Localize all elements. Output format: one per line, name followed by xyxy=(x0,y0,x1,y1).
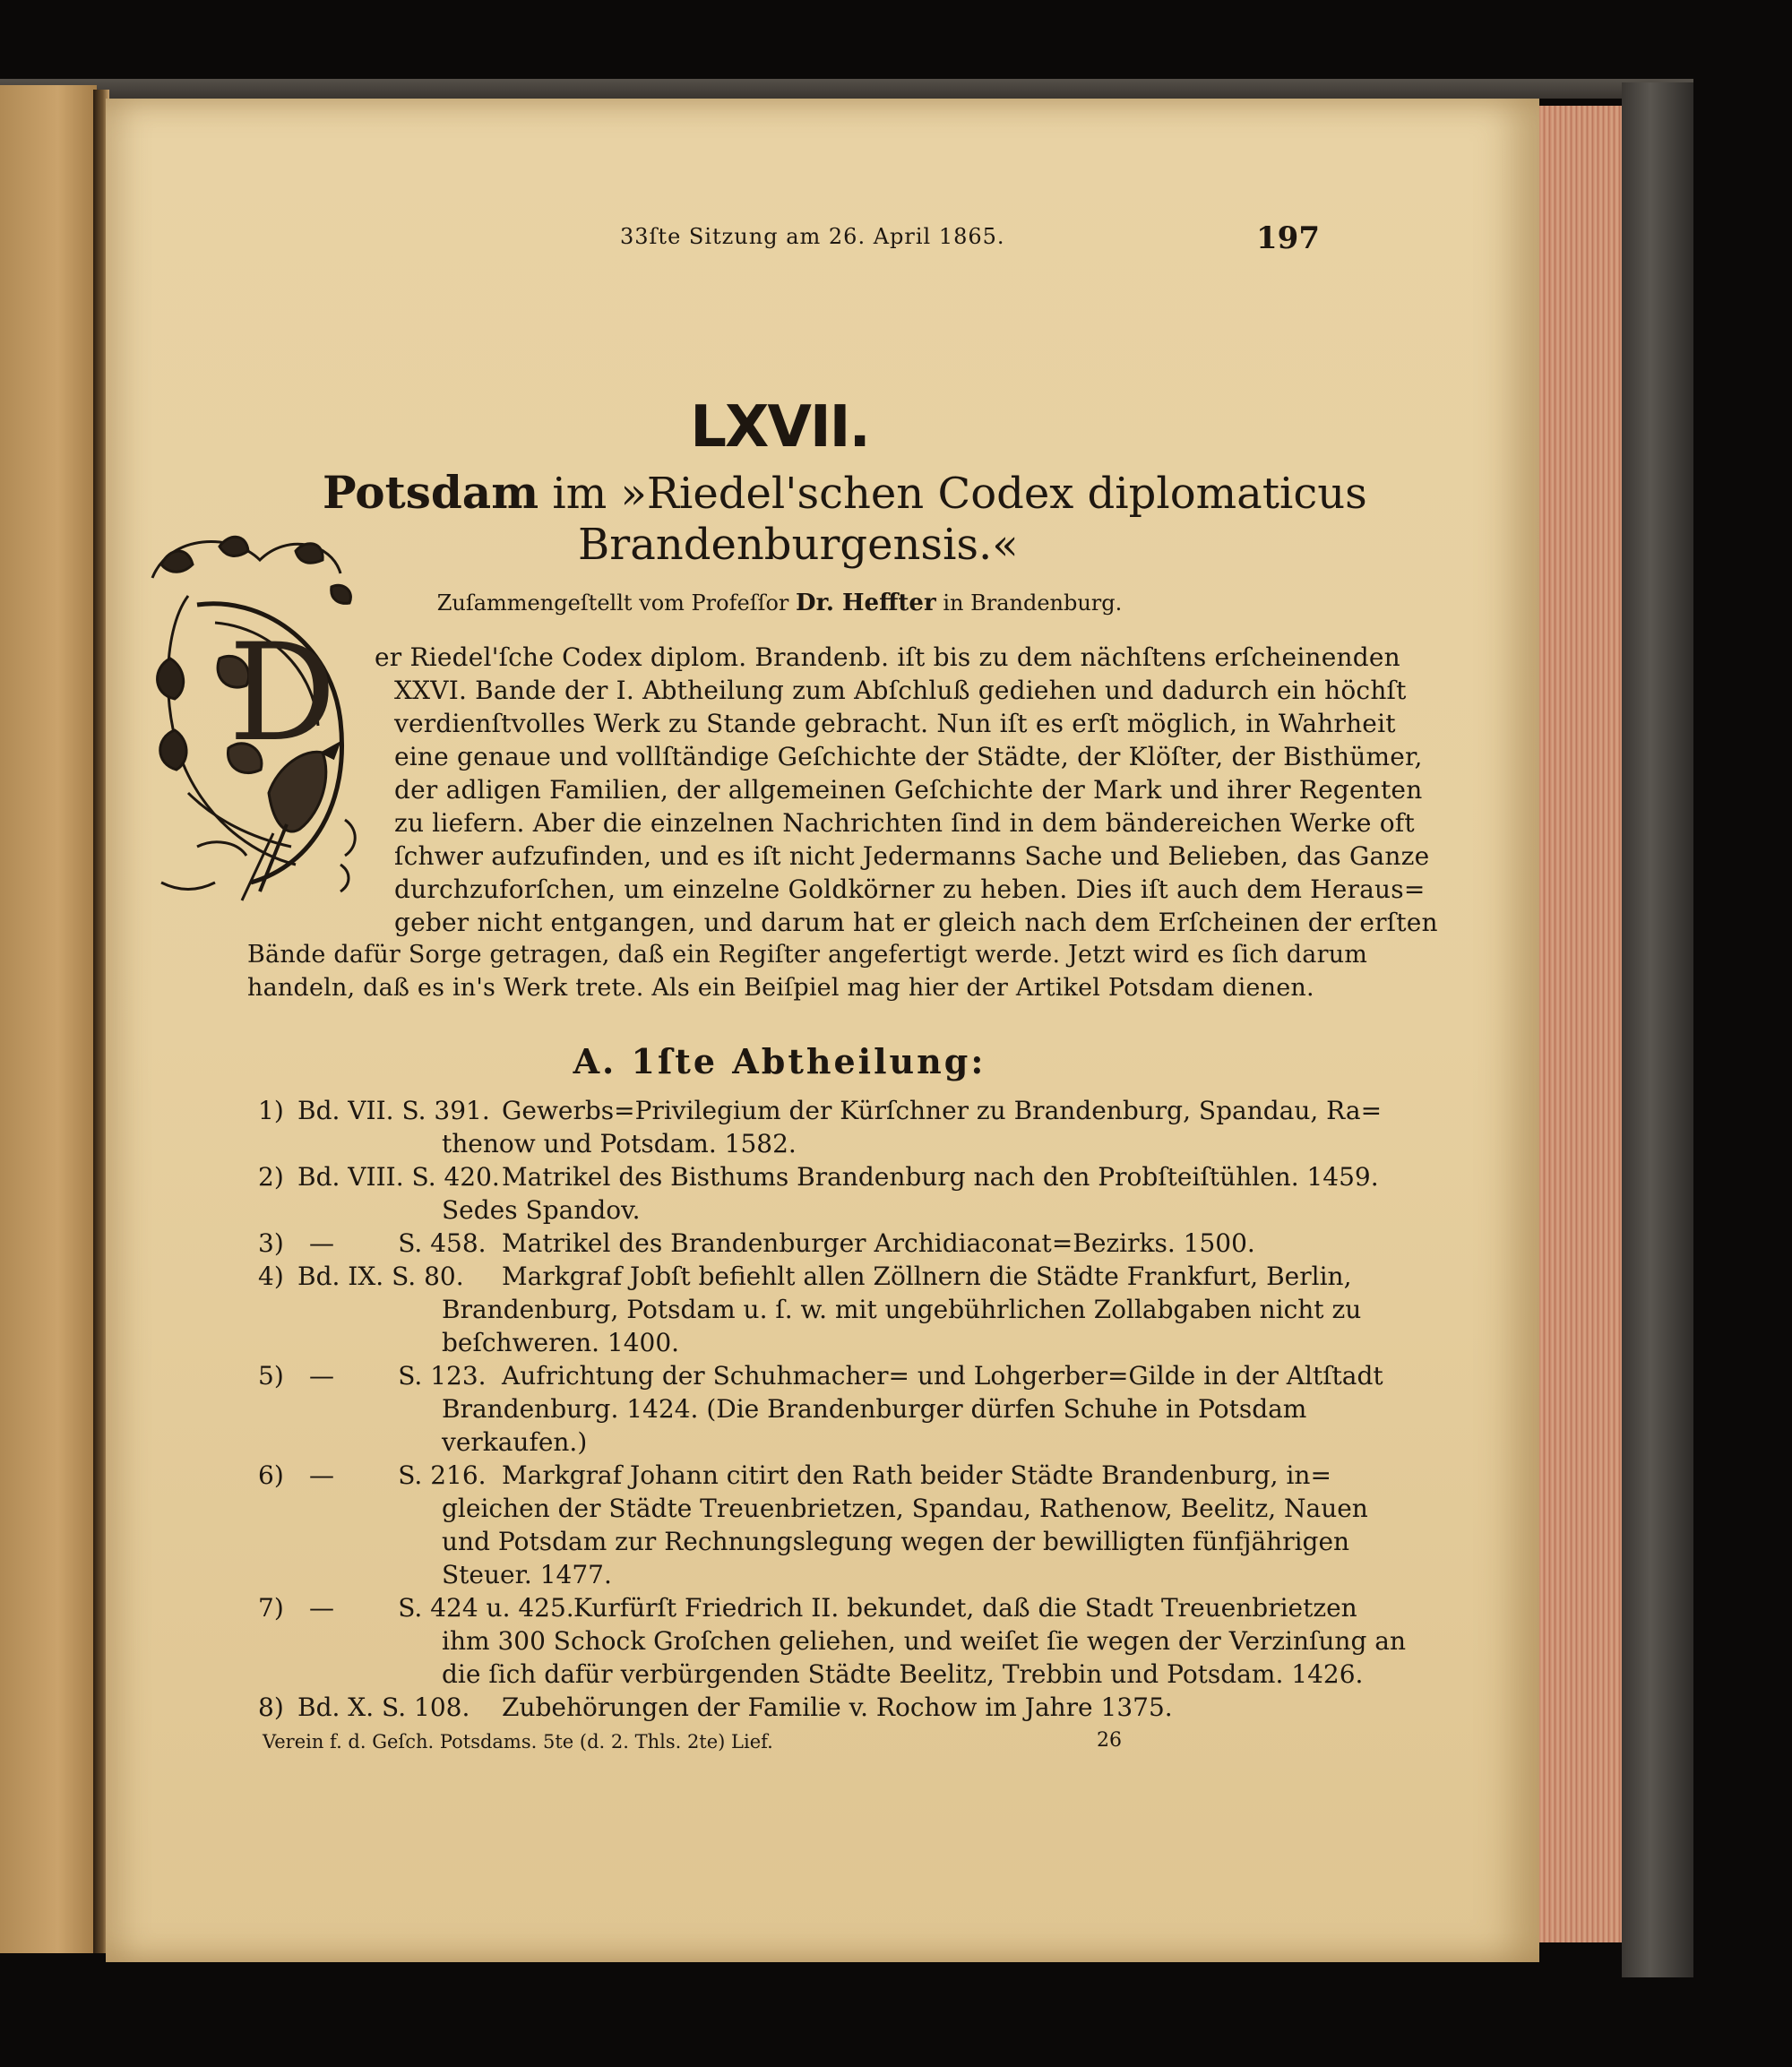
entry-reference: Bd. VII. S. 391. xyxy=(297,1096,490,1125)
entry-text: Gewerbs=Privilegium der Kürſchner zu Brandenburg, Spandau, Ra= xyxy=(502,1096,1383,1125)
body-line: Bände dafür Sorge getragen, daß ein Regiſter angefertigt werde. Jetzt wird es ſich darum xyxy=(247,941,1368,969)
byline-prefix: Zuſammengeſtellt vom Profeſſor xyxy=(436,590,797,616)
entry-text: ihm 300 Schock Groſchen geliehen, und weiſet ſie wegen der Verzinſung an xyxy=(442,1626,1407,1656)
entry-number: 7) xyxy=(258,1593,284,1623)
drop-cap-letter: D xyxy=(228,616,337,771)
entry-reference: — S. 216. xyxy=(309,1460,487,1490)
entry-text: Markgraf Johann citirt den Rath beider Städte Brandenburg, in= xyxy=(502,1460,1331,1490)
page-edges xyxy=(1539,106,1622,1942)
entry-text: Brandenburg. 1424. (Die Brandenburger dürfen Schuhe in Potsdam xyxy=(442,1394,1307,1424)
entry-number: 6) xyxy=(258,1460,284,1490)
body-line: durchzuforſchen, um einzelne Goldkörner zu heben. Dies iſt auch dem Heraus= xyxy=(394,874,1426,904)
entry-text: und Potsdam zur Rechnungslegung wegen der bewilligten fünfjährigen xyxy=(442,1527,1350,1556)
body-line: ſchwer aufzufinden, und es iſt nicht Jedermanns Sache und Belieben, das Ganze xyxy=(394,841,1430,871)
entry-text: verkaufen.) xyxy=(442,1427,588,1457)
title-potsdam: Potsdam xyxy=(323,466,539,519)
body-line: zu liefern. Aber die einzelnen Nachrichten ſind in dem bändereichen Werke oft xyxy=(394,808,1415,838)
body-line: der adligen Familien, der allgemeinen Geſchichte der Mark und ihrer Regenten xyxy=(394,775,1423,805)
book-cover-top xyxy=(0,79,1693,99)
title-line-2: Brandenburgensis.« xyxy=(578,520,1019,570)
entry-text: die ſich dafür verbürgenden Städte Beelitz, Trebbin und Potsdam. 1426. xyxy=(442,1659,1364,1689)
entry-text: Matrikel des Brandenburger Archidiaconat=Bezirks. 1500. xyxy=(502,1228,1255,1258)
entry-text: beſchweren. 1400. xyxy=(442,1328,680,1357)
body-line: eine genaue und vollſtändige Geſchichte der Städte, der Klöſter, der Bisthümer, xyxy=(394,742,1423,771)
entry-number: 4) xyxy=(258,1262,284,1291)
entry-reference: — S. 458. xyxy=(309,1228,487,1258)
entry-text: Matrikel des Bisthums Brandenburg nach den Probſteiſtühlen. 1459. xyxy=(502,1162,1379,1192)
running-head: 33ſte Sitzung am 26. April 1865. xyxy=(620,224,1005,249)
entry-text: Zubehörungen der Familie v. Rochow im Jahre 1375. xyxy=(502,1692,1173,1722)
footer-signature: Verein f. d. Geſch. Potsdams. 5te (d. 2. Thls. 2te) Lief. xyxy=(263,1731,773,1753)
entry-text: thenow und Potsdam. 1582. xyxy=(442,1129,797,1158)
entry-reference: — S. 424 u. 425. xyxy=(309,1593,574,1623)
entry-reference: Bd. IX. S. 80. xyxy=(297,1262,464,1291)
byline-suffix: in Brandenburg. xyxy=(935,590,1123,616)
title-line-1-rest: im »Riedel'schen Codex diplomaticus xyxy=(538,469,1367,519)
entry-number: 3) xyxy=(258,1228,284,1258)
body-line: verdienſtvolles Werk zu Stande gebracht. Nun iſt es erſt möglich, in Wahrheit xyxy=(394,709,1396,738)
entry-text: Kurfürſt Friedrich II. bekundet, daß die Stadt Treuenbrietzen xyxy=(573,1593,1357,1623)
entry-text: Sedes Spandov. xyxy=(442,1195,641,1225)
body-line: geber nicht entgangen, und darum hat er gleich nach dem Erſcheinen der erſten xyxy=(394,908,1438,937)
book-cover-spine xyxy=(1622,82,1693,1977)
body-line: er Riedel'ſche Codex diplom. Brandenb. iſt bis zu dem nächſtens erſcheinenden xyxy=(375,642,1400,672)
entry-text: gleichen der Städte Treuenbrietzen, Spandau, Rathenow, Beelitz, Nauen xyxy=(442,1494,1368,1523)
entry-text: Brandenburg, Potsdam u. ſ. w. mit ungebührlichen Zollabgaben nicht zu xyxy=(442,1295,1362,1324)
ornamental-drop-cap-icon xyxy=(134,524,385,914)
body-line: handeln, daß es in's Werk trete. Als ein Beiſpiel mag hier der Artikel Potsdam dienen. xyxy=(247,974,1314,1002)
page-number: 197 xyxy=(1256,220,1320,256)
entry-number: 8) xyxy=(258,1692,284,1722)
entry-reference: Bd. X. S. 108. xyxy=(297,1692,470,1722)
entry-text: Aufrichtung der Schuhmacher= und Lohgerber=Gilde in der Altſtadt xyxy=(502,1361,1383,1391)
entry-reference: Bd. VIII. S. 420. xyxy=(297,1162,500,1192)
body-line: XXVI. Bande der I. Abtheilung zum Abſchluß gediehen und dadurch ein höchſt xyxy=(394,676,1407,705)
entry-text: Steuer. 1477. xyxy=(442,1560,612,1589)
left-page-edge xyxy=(0,85,97,1953)
title-line-1 xyxy=(323,466,1367,519)
entry-number: 1) xyxy=(258,1096,284,1125)
byline-author: Dr. Heffter xyxy=(796,590,936,616)
chapter-number: LXVII. xyxy=(690,394,869,461)
entry-reference: — S. 123. xyxy=(309,1361,487,1391)
entry-number: 2) xyxy=(258,1162,284,1192)
entry-number: 5) xyxy=(258,1361,284,1391)
footer-sheet-number: 26 xyxy=(1097,1729,1122,1752)
section-heading: A. 1ſte Abtheilung: xyxy=(573,1041,986,1081)
entry-text: Markgraf Jobſt befiehlt allen Zöllnern die Städte Frankfurt, Berlin, xyxy=(502,1262,1352,1291)
